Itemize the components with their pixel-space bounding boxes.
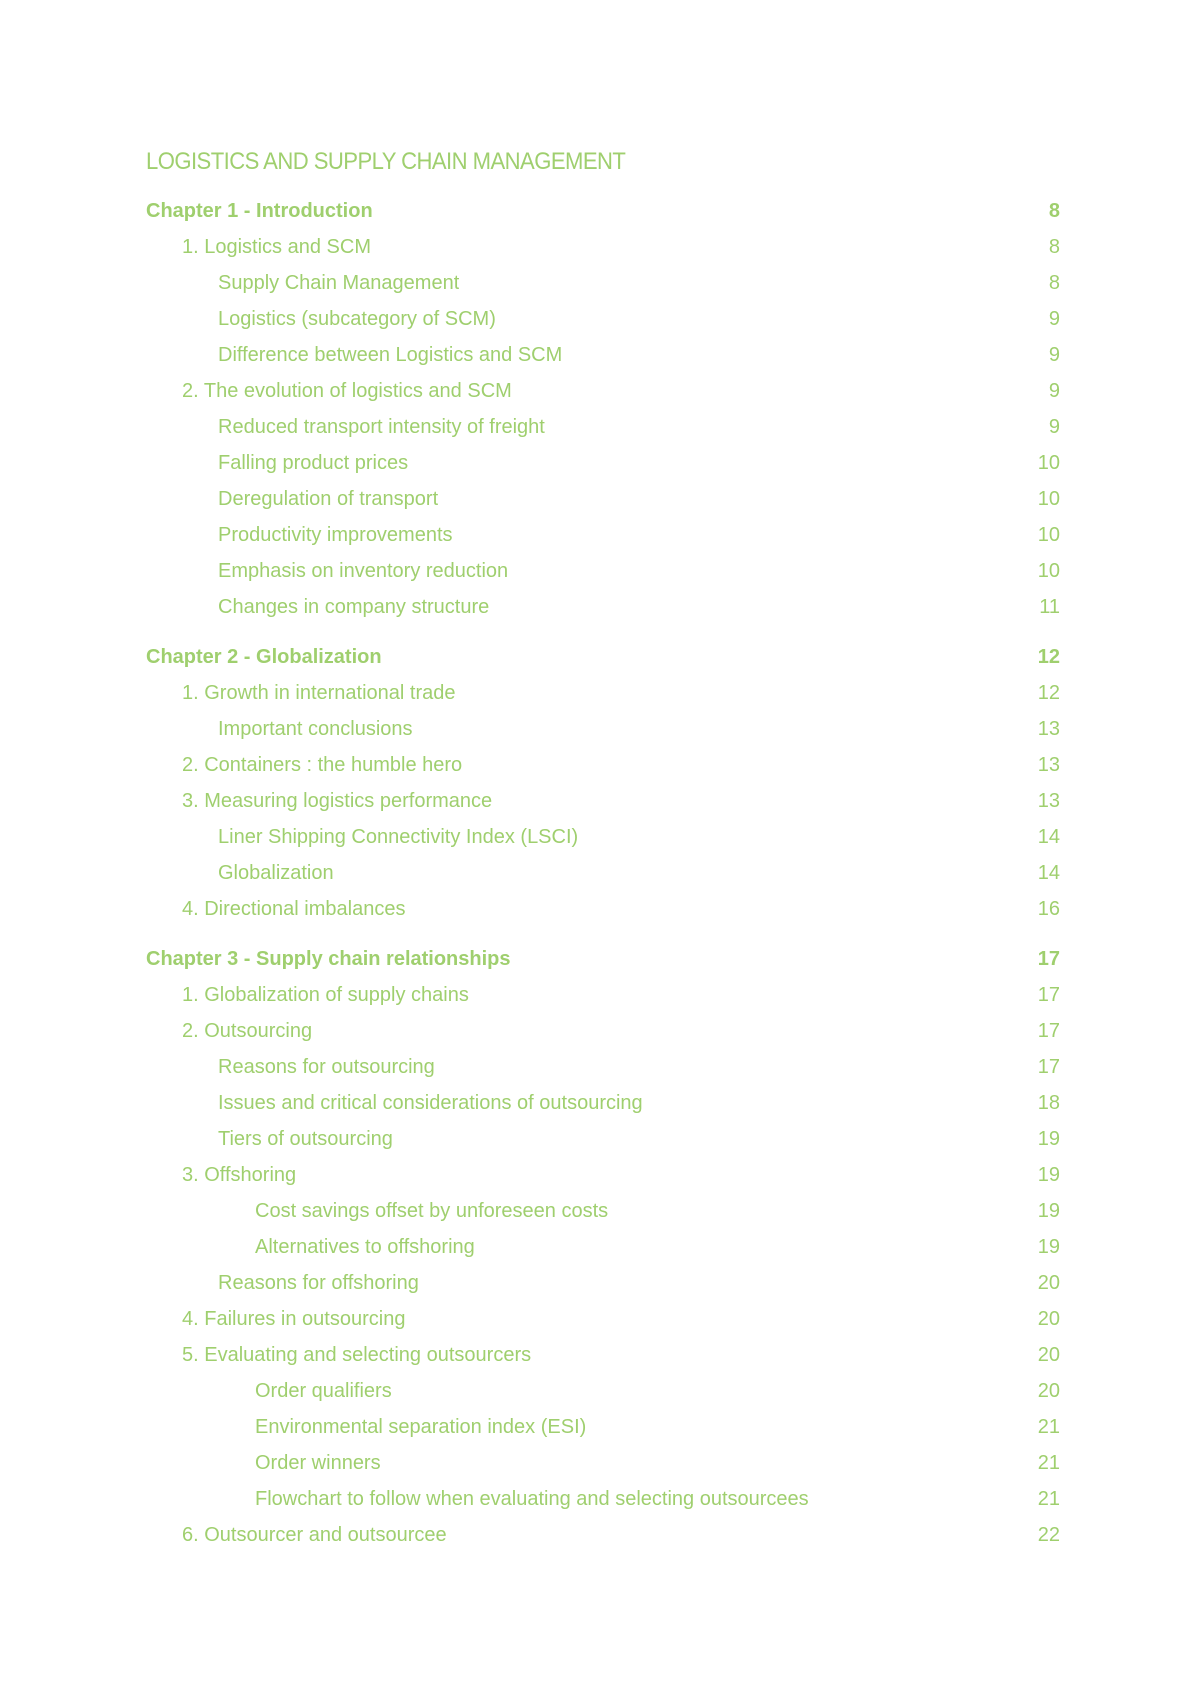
toc-entry-title: Productivity improvements <box>218 524 453 546</box>
toc-entry-title: 1. Logistics and SCM <box>182 236 371 258</box>
toc-entry[interactable] <box>146 481 1060 517</box>
toc-chapter-entry[interactable] <box>146 639 1060 675</box>
toc-entry[interactable] <box>146 1481 1060 1517</box>
toc-entry[interactable] <box>146 891 1060 927</box>
toc-entry[interactable] <box>146 337 1060 373</box>
toc-entry[interactable] <box>146 711 1060 747</box>
toc-entry-title: Tiers of outsourcing <box>218 1128 393 1150</box>
toc-entry-page-number: 17 <box>1037 1056 1060 1078</box>
toc-entry-title: Cost savings offset by unforeseen costs <box>255 1200 609 1222</box>
toc-entry-page-number: 19 <box>1037 1164 1060 1186</box>
toc-entry-page-number: 10 <box>1037 560 1060 582</box>
toc-entry-page-number: 20 <box>1037 1308 1060 1330</box>
toc-entry-page-number: 21 <box>1037 1416 1060 1438</box>
toc-entry-title: 4. Directional imbalances <box>182 898 406 920</box>
toc-entry-page-number: 11 <box>1039 596 1060 618</box>
toc-entry-title: Order winners <box>255 1452 381 1474</box>
toc-entry-page-number: 21 <box>1037 1488 1060 1510</box>
toc-entry-page-number: 19 <box>1037 1200 1060 1222</box>
toc-entry-title: Deregulation of transport <box>218 488 439 510</box>
toc-entry[interactable] <box>146 1337 1060 1373</box>
toc-entry-page-number: 18 <box>1037 1092 1060 1114</box>
toc-entry-page-number: 10 <box>1037 452 1060 474</box>
toc-entry[interactable] <box>146 1121 1060 1157</box>
toc-entry-title: 2. Containers : the humble hero <box>182 754 463 776</box>
toc-entry[interactable] <box>146 1049 1060 1085</box>
toc-entry-page-number: 9 <box>1048 344 1060 366</box>
toc-entry-title: 3. Offshoring <box>182 1164 297 1186</box>
toc-entry-page-number: 13 <box>1037 718 1060 740</box>
toc-entry[interactable] <box>146 301 1060 337</box>
toc-entry-title: 4. Failures in outsourcing <box>182 1308 406 1330</box>
toc-entry-page-number: 20 <box>1037 1272 1060 1294</box>
toc-entry[interactable] <box>146 553 1060 589</box>
toc-entry[interactable] <box>146 1193 1060 1229</box>
toc-entry-page-number: 19 <box>1037 1128 1060 1150</box>
toc-entry-title: Supply Chain Management <box>218 272 460 294</box>
toc-chapter-entry[interactable] <box>146 941 1060 977</box>
toc-entry-title: Important conclusions <box>218 718 413 740</box>
toc-entry-title: Falling product prices <box>218 452 409 474</box>
toc-entry-title: 3. Measuring logistics performance <box>182 790 493 812</box>
toc-entry[interactable] <box>146 747 1060 783</box>
toc-entry[interactable] <box>146 1373 1060 1409</box>
toc-entry-page-number: 8 <box>1048 272 1060 294</box>
toc-entry-page-number: 8 <box>1048 200 1060 222</box>
toc-entry-title: Issues and critical considerations of outsourcing <box>218 1092 643 1114</box>
toc-entry-page-number: 12 <box>1037 646 1060 668</box>
toc-entry-title: Chapter 2 - Globalization <box>146 646 382 668</box>
toc-entry[interactable] <box>146 373 1060 409</box>
toc-entry[interactable] <box>146 1445 1060 1481</box>
toc-entry-title: Flowchart to follow when evaluating and selecting outsourcees <box>255 1488 809 1510</box>
toc-entry-page-number: 13 <box>1037 754 1060 776</box>
toc-entry-title: Logistics (subcategory of SCM) <box>218 308 496 330</box>
toc-entry-page-number: 17 <box>1037 948 1060 970</box>
toc-entry[interactable] <box>146 783 1060 819</box>
toc-entry[interactable] <box>146 1301 1060 1337</box>
toc-entry[interactable] <box>146 1265 1060 1301</box>
toc-entry[interactable] <box>146 675 1060 711</box>
toc-entry-title: Difference between Logistics and SCM <box>218 344 563 366</box>
toc-entry-page-number: 19 <box>1037 1236 1060 1258</box>
toc-entry-title: 5. Evaluating and selecting outsourcers <box>182 1344 532 1366</box>
toc-entry-page-number: 22 <box>1037 1524 1060 1546</box>
toc-entry[interactable] <box>146 229 1060 265</box>
toc-entry-page-number: 14 <box>1037 862 1060 884</box>
toc-entry[interactable] <box>146 1013 1060 1049</box>
toc-chapter-entry[interactable] <box>146 193 1060 229</box>
document-title: LOGISTICS AND SUPPLY CHAIN MANAGEMENT <box>146 148 626 175</box>
toc-entry-page-number: 17 <box>1037 1020 1060 1042</box>
toc-entry-page-number: 9 <box>1048 380 1060 402</box>
toc-entry-page-number: 14 <box>1037 826 1060 848</box>
toc-entry[interactable] <box>146 265 1060 301</box>
toc-entry-page-number: 9 <box>1048 416 1060 438</box>
toc-entry-title: Environmental separation index (ESI) <box>255 1416 587 1438</box>
toc-entry-page-number: 21 <box>1037 1452 1060 1474</box>
toc-entry-title: 1. Growth in international trade <box>182 682 456 704</box>
toc-entry-page-number: 9 <box>1048 308 1060 330</box>
toc-entry[interactable] <box>146 409 1060 445</box>
toc-entry-page-number: 17 <box>1037 984 1060 1006</box>
toc-entry-page-number: 20 <box>1037 1344 1060 1366</box>
toc-entry[interactable] <box>146 445 1060 481</box>
toc-entry[interactable] <box>146 819 1060 855</box>
toc-entry-title: Reasons for outsourcing <box>218 1056 435 1078</box>
toc-entry-title: Changes in company structure <box>218 596 490 618</box>
toc-entry-title: Reduced transport intensity of freight <box>218 416 545 438</box>
toc-entry[interactable] <box>146 589 1060 625</box>
table-of-contents <box>146 193 1060 1553</box>
toc-entry-page-number: 10 <box>1037 524 1060 546</box>
toc-entry[interactable] <box>146 1157 1060 1193</box>
toc-entry-title: 2. Outsourcing <box>182 1020 313 1042</box>
toc-entry-title: Liner Shipping Connectivity Index (LSCI) <box>218 826 579 848</box>
toc-entry-title: 1. Globalization of supply chains <box>182 984 469 1006</box>
toc-entry-page-number: 13 <box>1037 790 1060 812</box>
toc-entry[interactable] <box>146 1229 1060 1265</box>
toc-entry-title: 2. The evolution of logistics and SCM <box>182 380 512 402</box>
toc-entry-title: Emphasis on inventory reduction <box>218 560 509 582</box>
toc-entry[interactable] <box>146 517 1060 553</box>
toc-entry-title: Reasons for offshoring <box>218 1272 419 1294</box>
toc-entry[interactable] <box>146 977 1060 1013</box>
toc-entry[interactable] <box>146 1517 1060 1553</box>
toc-entry[interactable] <box>146 855 1060 891</box>
toc-entry-page-number: 16 <box>1037 898 1060 920</box>
toc-entry-title: Chapter 1 - Introduction <box>146 200 373 222</box>
toc-entry-page-number: 8 <box>1048 236 1060 258</box>
toc-entry-title: Alternatives to offshoring <box>255 1236 475 1258</box>
toc-entry-page-number: 12 <box>1037 682 1060 704</box>
toc-entry-title: Globalization <box>218 862 334 884</box>
toc-entry[interactable] <box>146 1409 1060 1445</box>
toc-entry-page-number: 10 <box>1037 488 1060 510</box>
toc-entry[interactable] <box>146 1085 1060 1121</box>
toc-entry-title: 6. Outsourcer and outsourcee <box>182 1524 447 1546</box>
toc-entry-title: Chapter 3 - Supply chain relationships <box>146 948 511 970</box>
toc-entry-title: Order qualifiers <box>255 1380 392 1402</box>
toc-entry-page-number: 20 <box>1037 1380 1060 1402</box>
